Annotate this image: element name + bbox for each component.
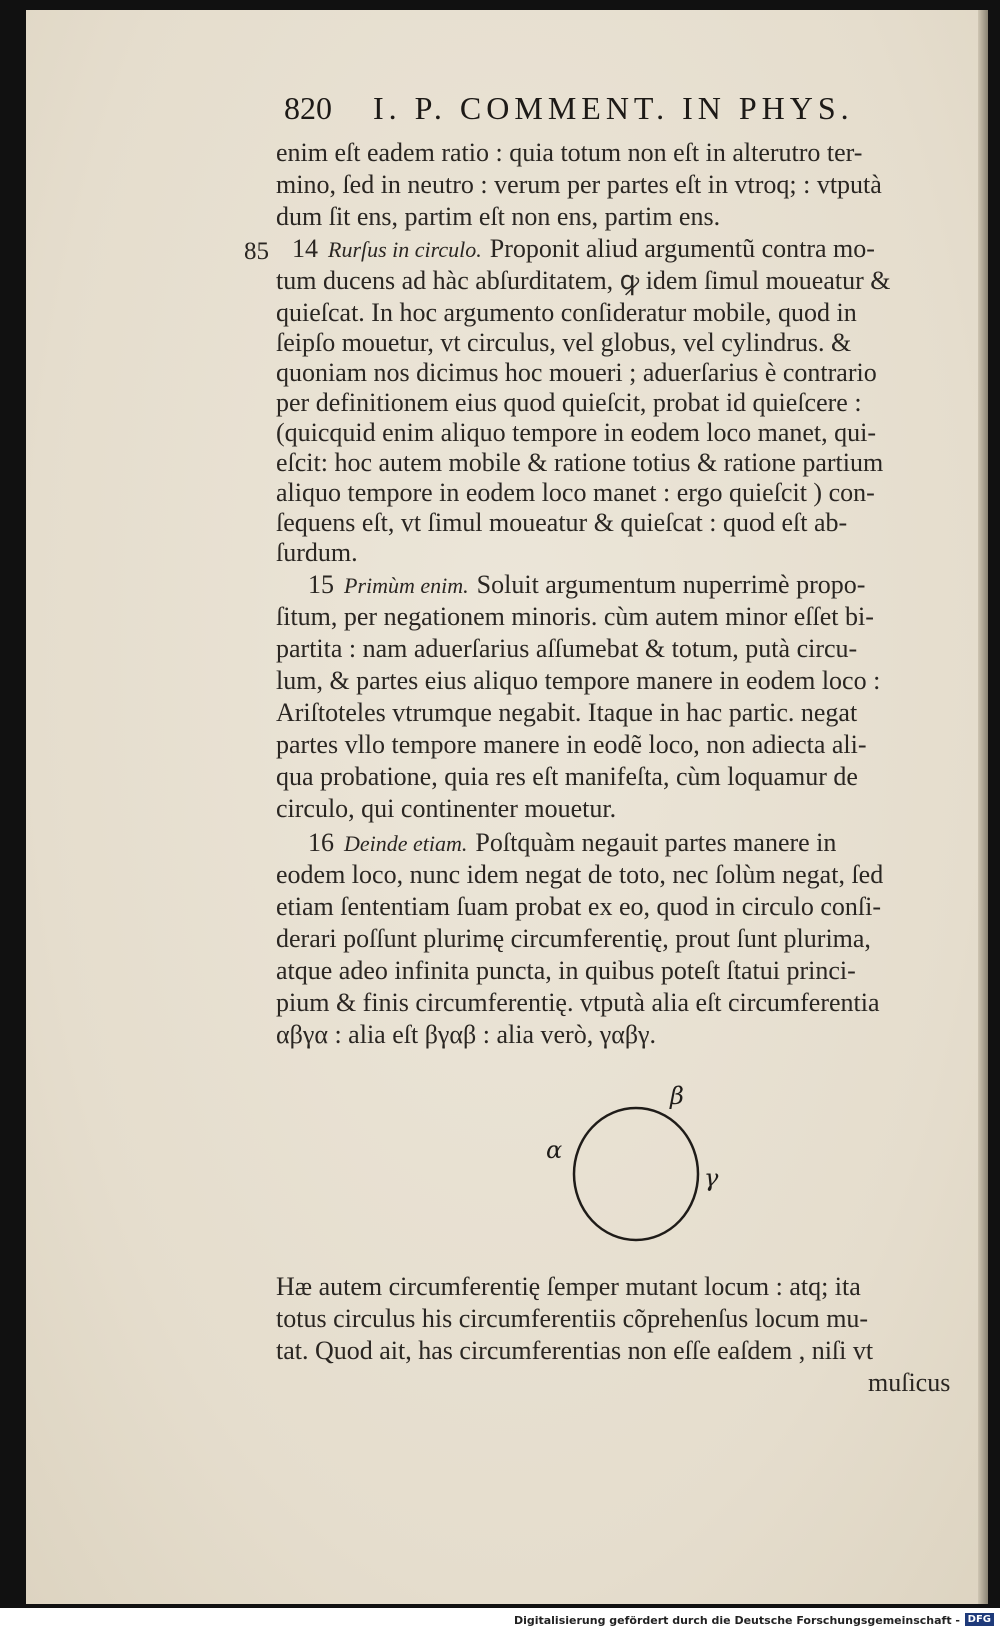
book-page (26, 10, 988, 1604)
text-line: aliquo tempore in eodem loco manet : ergo quieſcit ) con- (276, 478, 875, 507)
margin-number: 85 (244, 238, 269, 265)
page-spine-shadow (978, 10, 988, 1604)
paragraph-16-first-line (308, 828, 836, 859)
text-line: Ariſtoteles vtrumque negabit. Itaque in hac partic. negat (276, 698, 858, 727)
lemma: Rurſus in circulo. (328, 237, 482, 262)
circle-outline (574, 1108, 698, 1240)
label-alpha: α (546, 1136, 563, 1164)
text-line: αβγα : alia eſt βγαβ : alia verò, γαβγ. (276, 1020, 657, 1049)
running-header (284, 90, 924, 127)
text-line: etiam ſententiam ſuam probat ex eo, quod in circulo conſi- (276, 892, 882, 921)
digitization-footer (0, 1612, 1000, 1638)
dfg-logo: DFG (965, 1613, 994, 1626)
text-line: partita : nam aduerſarius aſſumebat & totum, putà circu- (276, 634, 858, 663)
text-line: circulo, qui continenter mouetur. (276, 794, 617, 823)
footer-credit: Digitalisierung gefördert durch die Deutsche Forschungsgemeinschaft - (513, 1614, 960, 1627)
text-line: Hæ autem circumferentię ſemper mutant locum : atq; ita (276, 1272, 861, 1301)
text-line: partes vllo tempore manere in eodẽ loco, non adiecta ali- (276, 730, 867, 759)
text-line: tat. Quod ait, has circumferentias non eſſe eaſdem , niſi vt (276, 1336, 874, 1365)
text-line: pium & finis circumferentię. vtputà alia eſt circumferentia (276, 988, 880, 1017)
paragraph-14-first-line (292, 234, 875, 265)
text-line: atque adeo infinita puncta, in quibus poteſt ſtatui princi- (276, 956, 856, 985)
label-gamma: γ (704, 1164, 719, 1192)
text-line: totus circulus his circumferentiis cõprehenſus locum mu- (276, 1304, 869, 1333)
page-number: 820 (284, 90, 332, 126)
text-line: enim eſt eadem ratio : quia totum non eſt in alterutro ter- (276, 138, 863, 167)
lemma: Primùm enim. (344, 573, 469, 598)
text-line: ſequens eſt, vt ſimul moueatur & quieſcat : quod eſt ab- (276, 508, 848, 537)
text-line: quoniam nos dicimus hoc moueri ; aduerſarius è contrario (276, 358, 877, 387)
text-line: (quicquid enim aliquo tempore in eodem loco manet, qui- (276, 418, 877, 447)
paragraph-number: 14 (292, 234, 318, 263)
running-title: I. P. COMMENT. IN PHYS. (373, 90, 854, 126)
text-line: lum, & partes eius aliquo tempore manere in eodem loco : (276, 666, 881, 695)
text-line: derari poſſunt plurimę circumferentię, prout ſunt plurima, (276, 924, 871, 953)
text-line: Soluit argumentum nuperrimè propo- (476, 570, 866, 599)
text-line: ſurdum. (276, 538, 358, 567)
text-line: Poſtquàm negauit partes manere in (475, 828, 837, 857)
text-line: eodem loco, nunc idem negat de toto, nec ſolùm negat, ſed (276, 860, 884, 889)
lemma: Deinde etiam. (344, 831, 468, 856)
paragraph-15-first-line (308, 570, 865, 601)
text-line: ſitum, per negationem minoris. cùm autem minor eſſet bi- (276, 602, 874, 631)
text-line: mino, ſed in neutro : verum per partes eſt in vtroq; : vtputà (276, 170, 882, 199)
text-line: quieſcat. In hoc argumento conſideratur mobile, quod in (276, 298, 857, 327)
text-line: per definitionem eius quod quieſcit, probat id quieſcere : (276, 388, 862, 417)
text-line: qua probatione, quia res eſt manifeſta, cùm loquamur de (276, 762, 858, 791)
catchword: muſicus (868, 1368, 951, 1397)
text-line: dum ſit ens, partim eſt non ens, partim ens. (276, 202, 721, 231)
circle-diagram (546, 1082, 726, 1252)
paragraph-number: 16 (308, 828, 334, 857)
text-line: Proponit aliud argumentũ contra mo- (489, 234, 875, 263)
label-beta: β (670, 1082, 684, 1110)
text-line: ſeipſo mouetur, vt circulus, vel globus, vel cylindrus. & (276, 328, 852, 357)
text-line: eſcit: hoc autem mobile & ratione totius & ratione partium (276, 448, 884, 477)
paragraph-number: 15 (308, 570, 334, 599)
text-line: tum ducens ad hàc abſurditatem, ꝙ idem ſimul moueatur & (276, 266, 891, 295)
